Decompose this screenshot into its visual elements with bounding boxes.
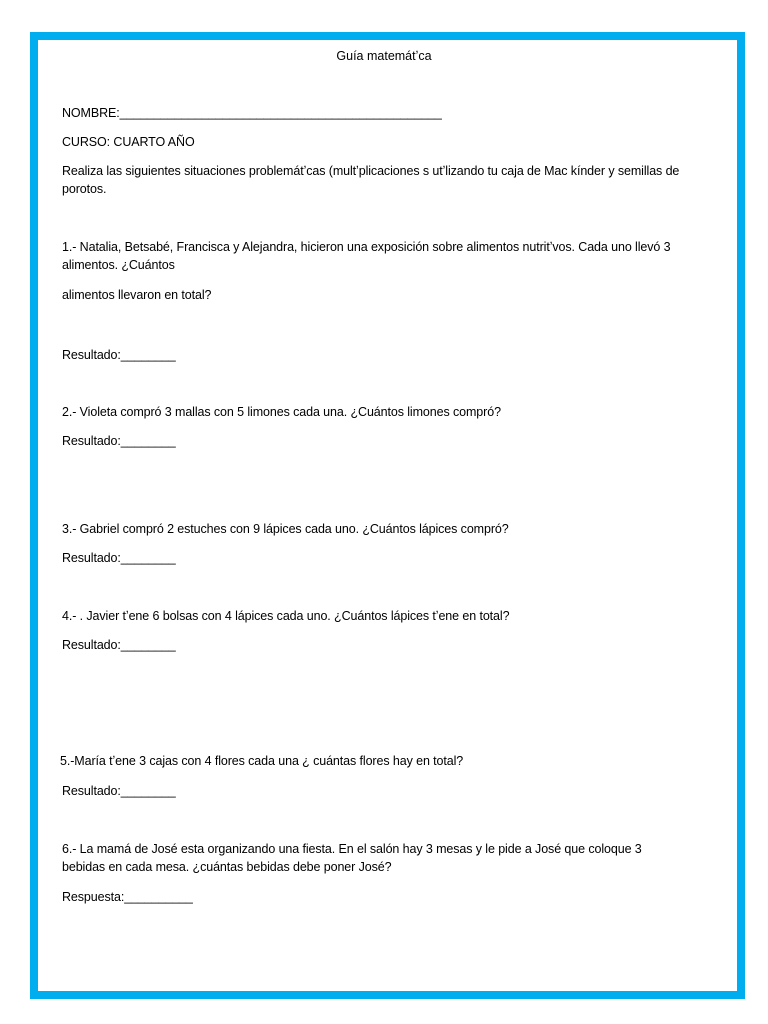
problem-6-answer-line: Respuesta:__________ <box>62 890 193 904</box>
problem-1-text-continued: alimentos llevaron en total? <box>62 288 212 302</box>
problem-4-answer-line: Resultado:________ <box>62 638 176 652</box>
problem-1-text: 1.- Natalia, Betsabé, Francisca y Alejandra, hicieron una exposición sobre alimentos nutritʼvos. Cada uno llevó 3 alimentos. ¿Cuántos <box>62 240 671 272</box>
problem-1-answer-line: Resultado:________ <box>62 348 176 362</box>
course-line: CURSO: CUARTO AÑO <box>62 135 195 149</box>
name-field-line: NOMBRE:_______________________________________________ <box>62 106 442 120</box>
problem-4-text: 4.- . Javier tʼene 6 bolsas con 4 lápices cada uno. ¿Cuántos lápices tʼene en total? <box>62 609 510 623</box>
problem-5-text: 5.-María tʼene 3 cajas con 4 flores cada una ¿ cuántas flores hay en total? <box>60 754 464 768</box>
problem-5-answer-line: Resultado:________ <box>62 784 176 798</box>
problem-3-text: 3.- Gabriel compró 2 estuches con 9 lápices cada uno. ¿Cuántos lápices compró? <box>62 522 509 536</box>
problem-3-answer-line: Resultado:________ <box>62 551 176 565</box>
problem-2-text: 2.- Violeta compró 3 mallas con 5 limones cada una. ¿Cuántos limones compró? <box>62 405 501 419</box>
instructions-text: Realiza las siguientes situaciones problemátʼcas (multʼplicaciones s utʼlizando tu caja de Mac kínder y semillas de porotos. <box>62 164 680 196</box>
page-title: Guía matemátʼca <box>336 49 432 63</box>
problem-6-text: 6.- La mamá de José esta organizando una fiesta. En el salón hay 3 mesas y le pide a José que coloque 3 bebidas en cada mesa. ¿cuántas bebidas debe poner José? <box>62 842 642 874</box>
problem-2-answer-line: Resultado:________ <box>62 434 176 448</box>
